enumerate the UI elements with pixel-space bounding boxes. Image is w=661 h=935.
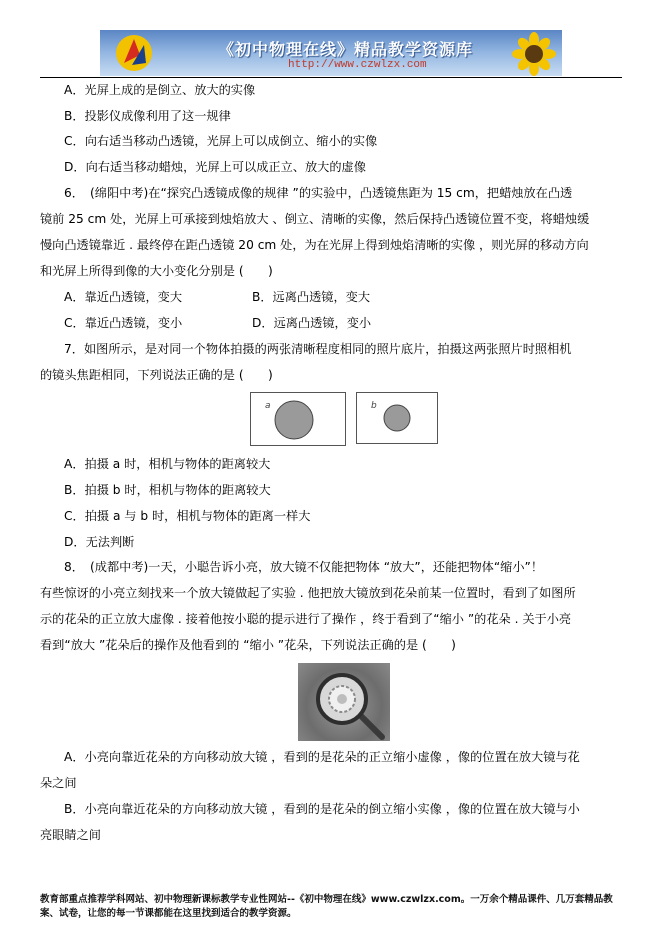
magnifier-flower-photo (298, 663, 390, 741)
banner-title: 《初中物理在线》精品教学资源库 (218, 40, 474, 59)
q6-option-c: C．靠近凸透镜，变小 (64, 316, 183, 330)
large-circle-figure (251, 393, 345, 445)
photo-negative-a (250, 392, 346, 446)
q7-stem-line1: 7．如图所示，是对同一个物体拍摄的两张清晰程度相同的照片底片，拍摄这两张照片时照相机 (64, 342, 572, 356)
magnifying-glass-icon (298, 663, 390, 741)
q8-option-a-line2: 朵之间 (40, 776, 77, 790)
q7-option-a: A．拍摄 a 时，相机与物体的距离较大 (64, 457, 271, 471)
q8-option-a-line1: A．小亮向靠近花朵的方向移动放大镜 ，看到的是花朵的正立缩小虚像 ，像的位置在放大镜与花 (64, 750, 580, 764)
sunflower-icon (510, 32, 558, 76)
header-rule (40, 77, 622, 78)
q7-stem-line2: 的镜头焦距相同，下列说法正确的是 ( ) (40, 368, 273, 382)
q8-stem-line1: 8． (成都中考)一天，小聪告诉小亮，放大镜不仅能把物体 “放大”，还能把物体“缩小”！ (64, 560, 544, 574)
banner-url: http://www.czwlzx.com (288, 59, 427, 71)
q8-stem-line2: 有些惊讶的小亮立刻找来一个放大镜做起了实验 . 他把放大镜放到花朵前某一位置时，看到了如图所 (40, 586, 576, 600)
page-footer: 教育部重点推荐学科网站、初中物理新课标教学专业性网站--《初中物理在线》www.czwlzx.com。一万余个精品课件、几万套精品教案、试卷，让您的每一节课都能在这里找到适合的教学资源。 (40, 894, 613, 919)
q6-option-a: A．靠近凸透镜，变大 (64, 290, 183, 304)
q5-option-c: C．向右适当移动凸透镜，光屏上可以成倒立、缩小的实像 (64, 134, 378, 148)
q8-stem-line3: 示的花朵的正立放大虚像 . 接着他按小聪的提示进行了操作 ，终于看到了“缩小 ”的花朵 . 关于小亮 (40, 612, 572, 626)
photo-negative-b (356, 392, 438, 444)
q8-option-b-line2: 亮眼睛之间 (40, 828, 101, 842)
q8-stem-line4: 看到“放大 ”花朵后的操作及他看到的 “缩小 ”花朵，下列说法正确的是 ( ) (40, 638, 456, 652)
small-circle-figure (357, 393, 437, 443)
figure-label-b: b (371, 401, 377, 411)
q6-stem-line3: 慢向凸透镜靠近 . 最终停在距凸透镜 20 cm 处，为在光屏上得到烛焰清晰的实像 ，则光屏的移动方向 (40, 238, 589, 252)
q7-option-d: D．无法判断 (64, 535, 135, 549)
q5-option-b: B．投影仪成像利用了这一规律 (64, 109, 231, 123)
q6-stem-line4: 和光屏上所得到像的大小变化分别是 ( ) (40, 264, 273, 278)
header-banner (100, 30, 562, 76)
figure-label-a: a (265, 401, 271, 411)
q6-stem-line1: 6． (绵阳中考)在“探究凸透镜成像的规律 ”的实验中，凸透镜焦距为 15 cm，把蜡烛放在凸透 (64, 186, 573, 200)
q6-option-b: B．远离凸透镜，变大 (252, 290, 371, 304)
q8-option-b-line1: B．小亮向靠近花朵的方向移动放大镜 ，看到的是花朵的倒立缩小实像 ，像的位置在放大镜与小 (64, 802, 580, 816)
q6-option-d: D．远离凸透镜，变小 (252, 316, 372, 330)
q5-option-d: D．向右适当移动蜡烛，光屏上可以成正立、放大的虚像 (64, 160, 366, 174)
q7-option-c: C．拍摄 a 与 b 时，相机与物体的距离一样大 (64, 509, 311, 523)
q7-option-b: B．拍摄 b 时，相机与物体的距离较大 (64, 483, 271, 497)
q5-option-a: A．光屏上成的是倒立、放大的实像 (64, 83, 256, 97)
q6-stem-line2: 镜前 25 cm 处，光屏上可承接到烛焰放大 、倒立、清晰的实像，然后保持凸透镜位置不变，将蜡烛缓 (40, 212, 590, 226)
site-logo-icon (114, 33, 154, 73)
